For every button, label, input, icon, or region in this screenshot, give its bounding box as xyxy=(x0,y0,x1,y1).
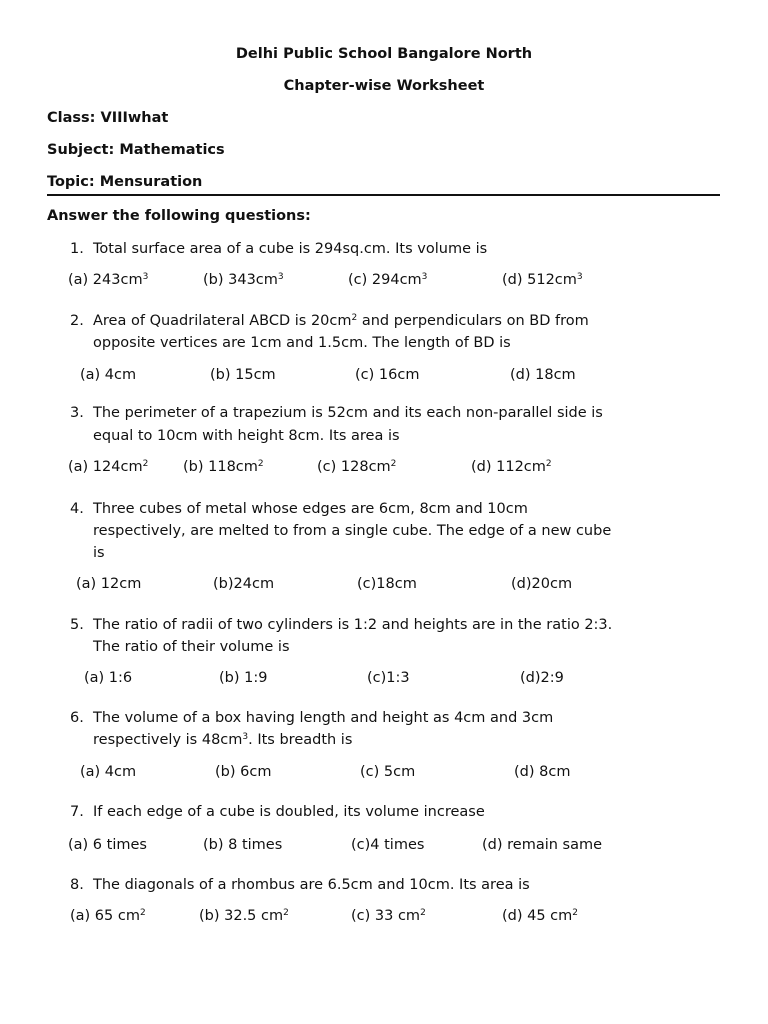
question-text-line: Total surface area of a cube is 294sq.cm. Its volume is xyxy=(93,241,488,257)
option-label: (d) 18cm xyxy=(510,367,576,383)
subject-line: Subject: Mathematics xyxy=(47,142,225,158)
question-number: 4. xyxy=(70,501,84,517)
superscript: 2 xyxy=(351,313,358,323)
question-text-line: opposite vertices are 1cm and 1.5cm. The length of BD is xyxy=(93,335,511,351)
option-label: (a) 4cm xyxy=(80,764,137,780)
class-line: Class: VIIIwhat xyxy=(47,110,169,126)
answer-option xyxy=(482,838,602,853)
superscript: 3 xyxy=(142,272,149,282)
header-divider xyxy=(47,194,720,196)
question-text-line: The ratio of radii of two cylinders is 1:2 and heights are in the ratio 2:3. xyxy=(93,617,613,633)
option-label: (c) 128cm xyxy=(317,459,391,475)
option-label: (d)20cm xyxy=(511,576,573,592)
answer-option xyxy=(351,838,424,853)
question-text-line: Three cubes of metal whose edges are 6cm, 8cm and 10cm xyxy=(93,501,528,517)
option-label: (a) 12cm xyxy=(76,576,142,592)
answer-option xyxy=(510,368,576,383)
question-text: respectively is 48cm xyxy=(93,732,243,748)
question-text-line: is xyxy=(93,545,105,561)
question-text-line: If each edge of a cube is doubled, its volume increase xyxy=(93,804,485,820)
superscript: 2 xyxy=(257,459,264,469)
answer-option xyxy=(348,273,427,288)
question-number: 3. xyxy=(70,405,84,421)
answer-option xyxy=(210,368,276,383)
option-label: (a) 1:6 xyxy=(84,670,133,686)
superscript: 3 xyxy=(242,732,249,742)
superscript: 3 xyxy=(421,272,428,282)
answer-option xyxy=(360,765,415,780)
option-label: (a) 6 times xyxy=(68,837,147,853)
answer-option xyxy=(199,909,289,924)
question-text: and perpendiculars on BD from xyxy=(357,313,589,329)
answer-option xyxy=(68,838,147,853)
question-text: . Its breadth is xyxy=(248,732,353,748)
question-text-line: The diagonals of a rhombus are 6.5cm and 10cm. Its area is xyxy=(93,877,530,893)
instructions: Answer the following questions: xyxy=(47,208,311,224)
question-number: 5. xyxy=(70,617,84,633)
answer-option xyxy=(215,765,271,780)
question-text-line: equal to 10cm with height 8cm. Its area is xyxy=(93,428,400,444)
question-number: 6. xyxy=(70,710,84,726)
topic-line: Topic: Mensuration xyxy=(47,174,203,190)
answer-option xyxy=(203,273,284,288)
question-text-line xyxy=(93,314,589,329)
option-label: (d) 512cm xyxy=(502,272,577,288)
question-text-line: respectively, are melted to from a single cube. The edge of a new cube xyxy=(93,523,612,539)
answer-option xyxy=(213,577,274,592)
option-label: (b) 15cm xyxy=(210,367,276,383)
option-label: (d) 112cm xyxy=(471,459,546,475)
answer-option xyxy=(68,460,148,475)
question-text-line xyxy=(93,733,352,748)
answer-option xyxy=(70,909,146,924)
superscript: 2 xyxy=(142,459,149,469)
answer-option xyxy=(203,838,282,853)
option-label: (c) 33 cm xyxy=(351,908,421,924)
question-text: Area of Quadrilateral ABCD is 20cm xyxy=(93,313,352,329)
option-label: (b) 1:9 xyxy=(219,670,268,686)
option-label: (d)2:9 xyxy=(520,670,564,686)
superscript: 2 xyxy=(390,459,397,469)
answer-option xyxy=(471,460,552,475)
answer-option xyxy=(80,368,136,383)
option-label: (b) 32.5 cm xyxy=(199,908,284,924)
answer-option xyxy=(520,671,564,686)
answer-option xyxy=(76,577,141,592)
superscript: 3 xyxy=(576,272,583,282)
answer-option xyxy=(84,671,132,686)
school-name: Delhi Public School Bangalore North xyxy=(235,46,533,62)
answer-option xyxy=(183,460,264,475)
superscript: 2 xyxy=(139,908,146,918)
answer-option xyxy=(68,273,148,288)
option-label: (b)24cm xyxy=(213,576,275,592)
option-label: (a) 4cm xyxy=(80,367,137,383)
option-label: (d) remain same xyxy=(482,837,603,853)
superscript: 2 xyxy=(283,908,289,918)
option-label: (c) 5cm xyxy=(360,764,416,780)
option-label: (c) 294cm xyxy=(348,272,422,288)
option-label: (c)18cm xyxy=(357,576,417,592)
question-text-line: The ratio of their volume is xyxy=(93,639,290,655)
option-label: (b) 118cm xyxy=(183,459,258,475)
answer-option xyxy=(219,671,267,686)
option-label: (c) 16cm xyxy=(355,367,420,383)
option-label: (b) 343cm xyxy=(203,272,278,288)
answer-option xyxy=(511,577,572,592)
option-label: (b) 6cm xyxy=(215,764,272,780)
superscript: 3 xyxy=(277,272,284,282)
question-number: 1. xyxy=(70,241,84,257)
worksheet-title: Chapter-wise Worksheet xyxy=(283,78,485,94)
option-label: (c)1:3 xyxy=(367,670,410,686)
question-number: 8. xyxy=(70,877,84,893)
option-label: (a) 243cm xyxy=(68,272,143,288)
answer-option xyxy=(367,671,410,686)
answer-option xyxy=(502,909,578,924)
answer-option xyxy=(502,273,583,288)
answer-option xyxy=(351,909,426,924)
superscript: 2 xyxy=(420,908,426,918)
option-label: (c)4 times xyxy=(351,837,425,853)
answer-option xyxy=(357,577,417,592)
answer-option xyxy=(80,765,136,780)
superscript: 2 xyxy=(545,459,552,469)
question-text-line: The perimeter of a trapezium is 52cm and its each non-parallel side is xyxy=(93,405,603,421)
option-label: (b) 8 times xyxy=(203,837,283,853)
option-label: (d) 45 cm xyxy=(502,908,573,924)
answer-option xyxy=(514,765,570,780)
option-label: (a) 124cm xyxy=(68,459,143,475)
option-label: (d) 8cm xyxy=(514,764,571,780)
superscript: 2 xyxy=(572,908,579,918)
option-label: (a) 65 cm xyxy=(70,908,140,924)
question-number: 7. xyxy=(70,804,84,820)
question-text-line: The volume of a box having length and height as 4cm and 3cm xyxy=(93,710,554,726)
answer-option xyxy=(355,368,419,383)
answer-option xyxy=(317,460,396,475)
question-number: 2. xyxy=(70,313,84,329)
